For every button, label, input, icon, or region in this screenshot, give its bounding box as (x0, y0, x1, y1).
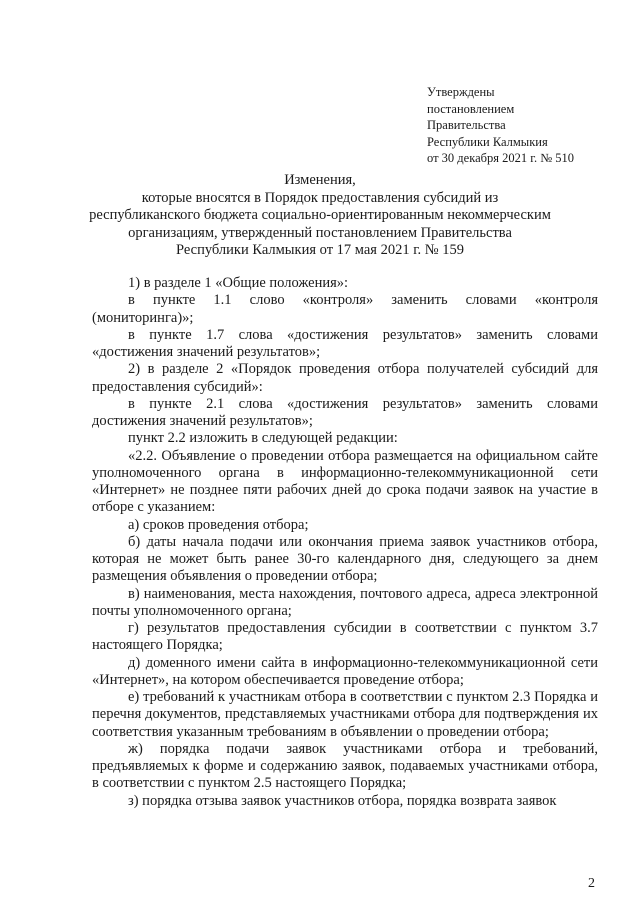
approval-line: от 30 декабря 2021 г. № 510 (427, 151, 575, 165)
paragraph: б) даты начала подачи или окончания приема заявок участников отбора, которая не может быть ранее 30-го календарного дня, следующего за днем размещения объявления о проведении отбора; (92, 533, 598, 585)
paragraph: г) результатов предоставления субсидии в соответствии с пунктом 3.7 настоящего Порядка; (92, 620, 598, 654)
title-line: которые вносятся в Порядок предоставления субсидий из (141, 189, 499, 206)
paragraph: 2) в разделе 2 «Порядок проведения отбора получателей субсидий для предоставления субсидий»: (92, 361, 598, 395)
paragraph: ж) порядка подачи заявок участниками отбора и требований, предъявляемых к форме и содержанию заявок, подаваемых участниками отбора, в соответствии с пунктом 2.5 настоящего Порядка; (92, 740, 598, 792)
document-title (80, 172, 560, 260)
paragraph: «2.2. Объявление о проведении отбора размещается на официальном сайте уполномоченного органа в информационно-телекоммуникационной сети «Интернет» не позднее пяти рабочих дней до срока подачи заявок на участие в отборе с указанием: (92, 447, 598, 516)
paragraph: в пункте 2.1 слова «достижения результатов» заменить словами достижения значений результатов»; (92, 395, 598, 429)
page-number: 2 (588, 876, 595, 891)
paragraph: в пункте 1.1 слово «контроля» заменить словами «контроля (мониторинга)»; (92, 292, 598, 326)
paragraph: в) наименования, места нахождения, почтового адреса, адреса электронной почты уполномоченного органа; (92, 585, 598, 619)
paragraph: пункт 2.2 изложить в следующей редакции: (128, 430, 398, 447)
paragraph: а) сроков проведения отбора; (128, 516, 309, 533)
approval-line: Республики Калмыкия (427, 134, 548, 149)
title-heading: Изменения, (284, 172, 356, 188)
approval-stamp (427, 84, 574, 167)
title-line: организациям, утвержденный постановлением Правительства (128, 224, 512, 241)
paragraph: д) доменного имени сайта в информационно-телекоммуникационной сети «Интернет», на котором обеспечивается проведение отбора; (92, 654, 598, 688)
paragraph: е) требований к участникам отбора в соответствии с пунктом 2.3 Порядка и перечня документов, представляемых участниками отбора для подтверждения их соответствия указанным требованиям в объявлении о проведении отбора; (92, 689, 598, 740)
approval-line: постановлением (427, 101, 515, 116)
paragraph: в пункте 1.7 слова «достижения результатов» заменить словами «достижения значений результатов»; (92, 326, 598, 360)
title-line: Республики Калмыкия от 17 мая 2021 г. № 159 (175, 242, 464, 259)
approval-line: Утверждены (427, 85, 495, 99)
document-body (92, 275, 598, 810)
paragraph: 1) в разделе 1 «Общие положения»: (128, 275, 349, 291)
paragraph: з) порядка отзыва заявок участников отбора, порядка возврата заявок (128, 792, 557, 809)
title-line: республиканского бюджета социально-ориентированным некоммерческим (89, 207, 551, 224)
approval-line: Правительства (427, 118, 506, 132)
